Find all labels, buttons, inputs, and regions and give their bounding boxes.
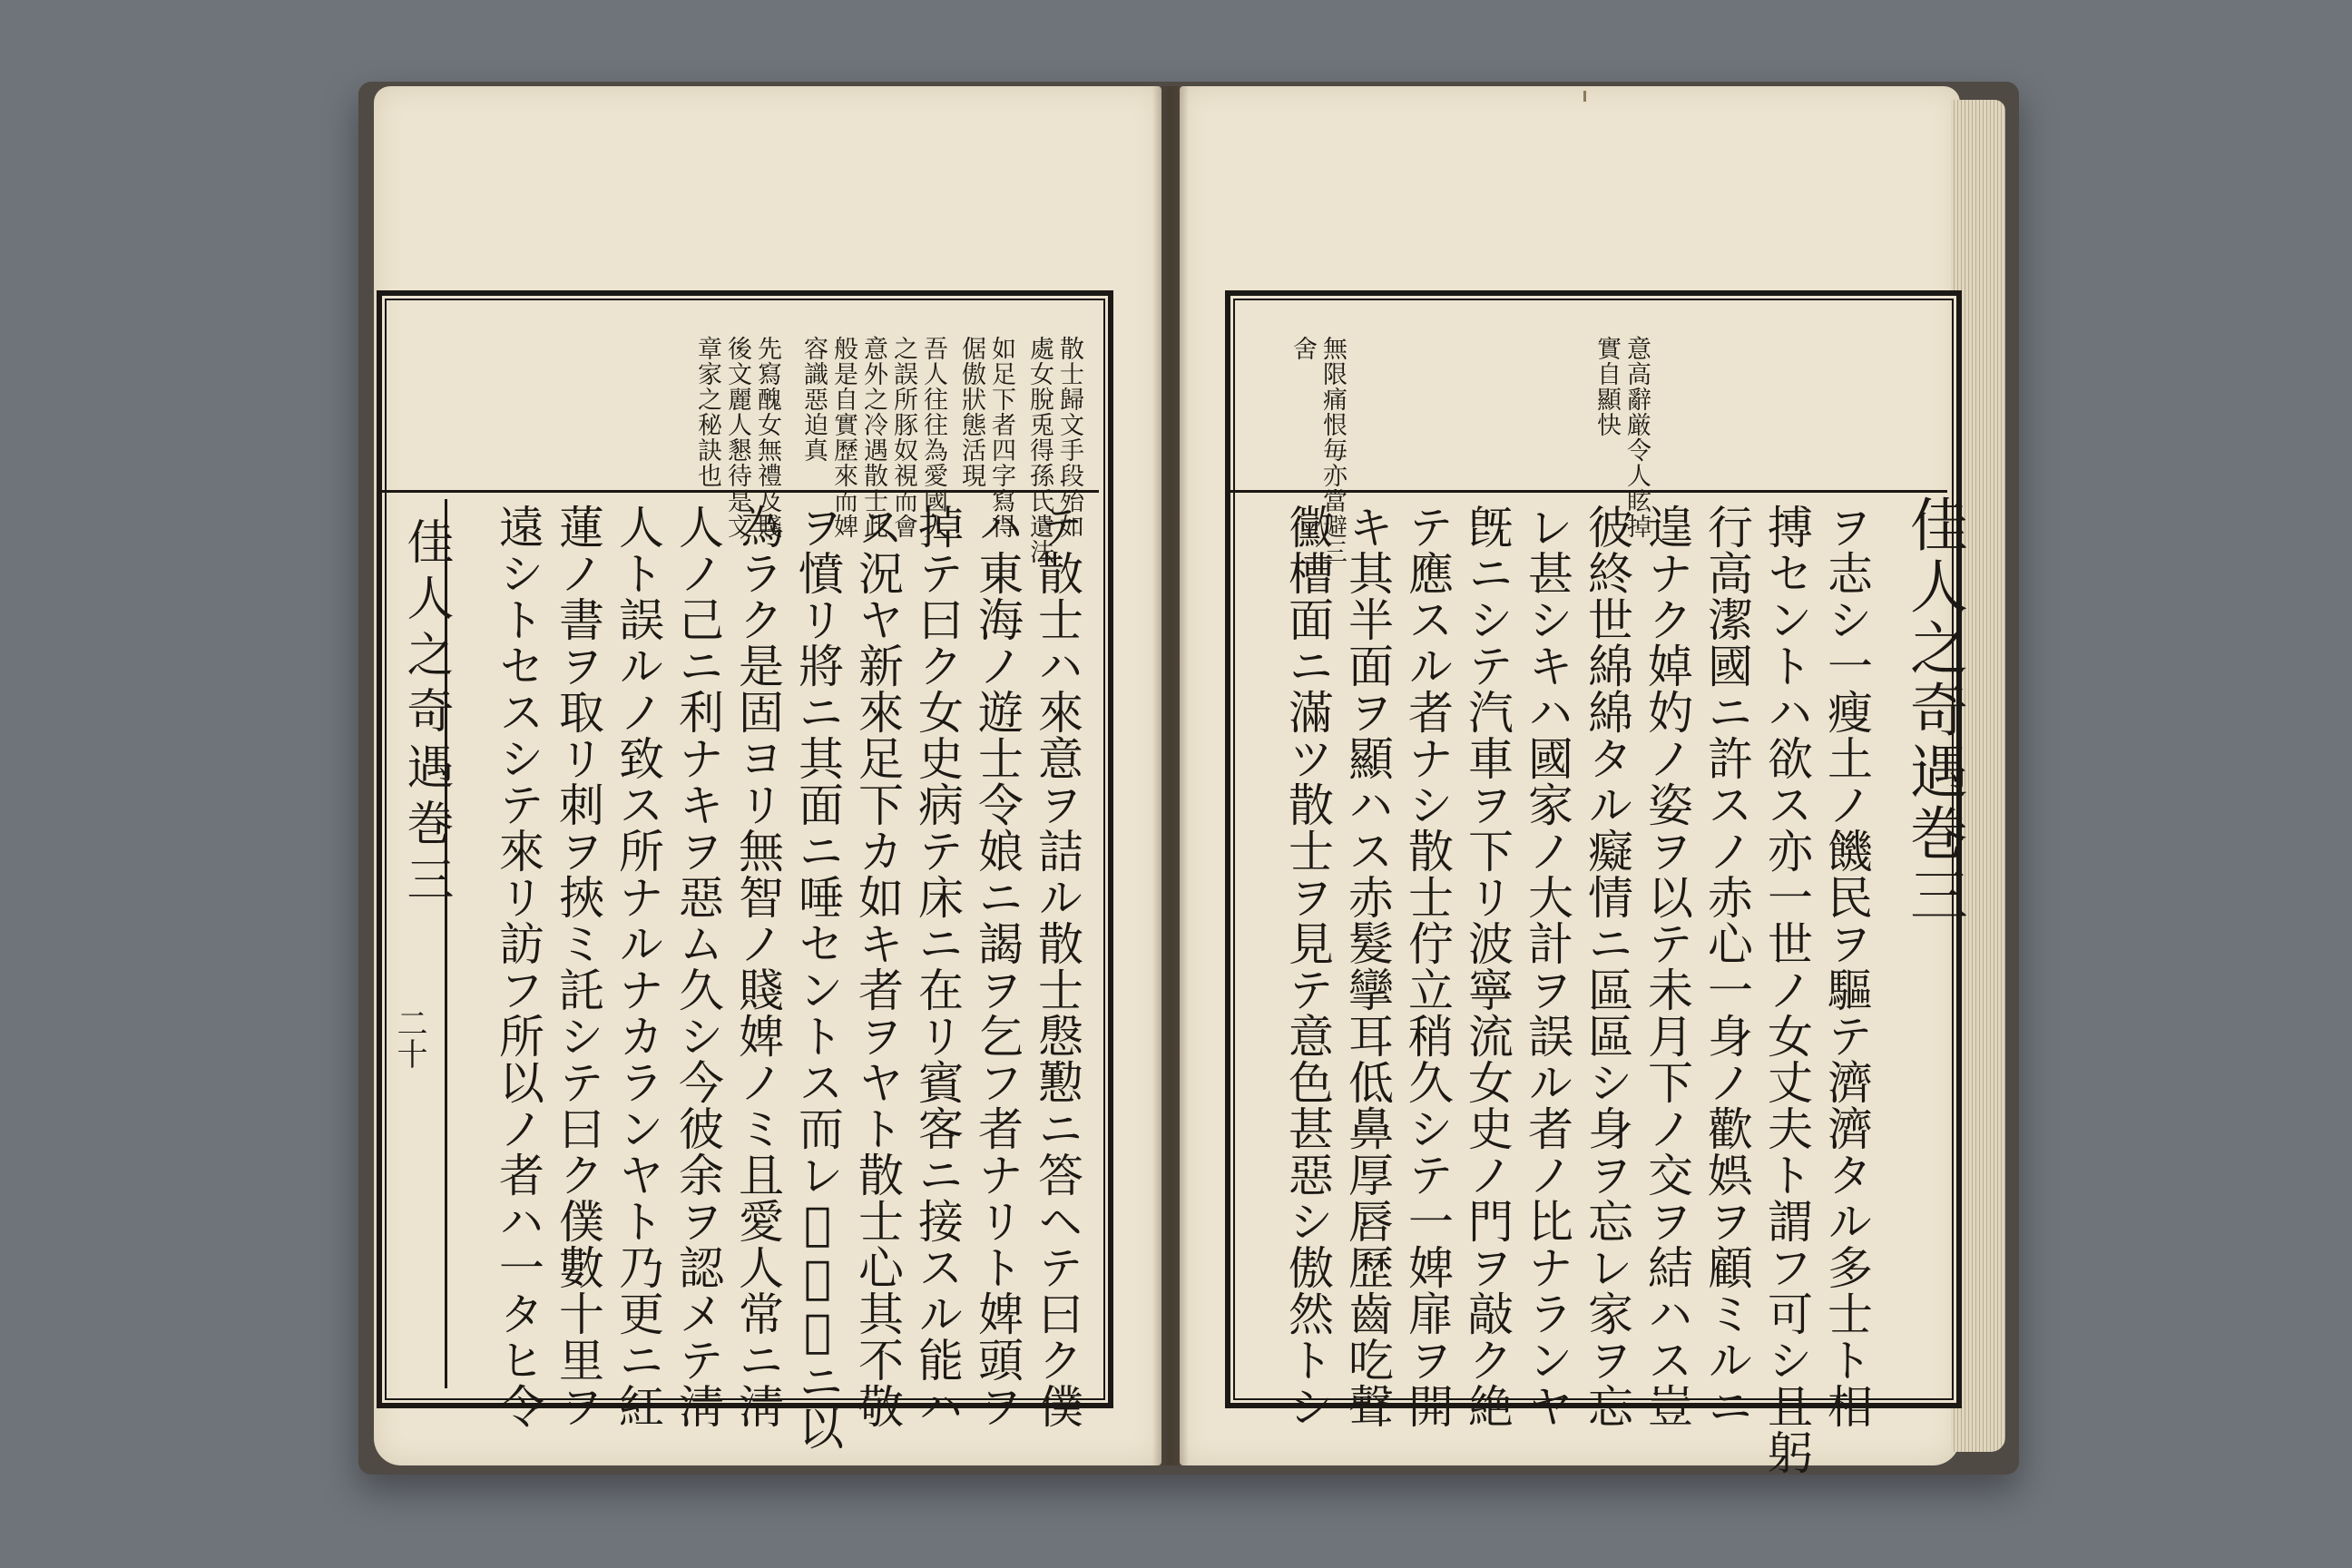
- left-note-10: 先寫醜女無禮及賤: [753, 336, 781, 539]
- book-gutter: [1152, 86, 1189, 1465]
- right-text-column-2: 搏セントハ欲ス亦一世ノ女丈夫ト謂フ可シ且躬: [1760, 504, 1813, 1475]
- left-text-column-3: 掉テ曰ク女史病テ床ニ在リ賓客ニ接スル能ハ: [911, 504, 964, 1429]
- left-note-3: 如足下者四字寫得: [987, 336, 1015, 539]
- left-note-11: 後文麗人懇待是文: [723, 336, 751, 539]
- right-note-4: 舍: [1289, 336, 1317, 361]
- left-note-7: 意外之冷遇散士此: [859, 336, 887, 539]
- right-text-column-8: テ應スル者ナシ散士佇立稍久シテ一婢扉ヲ開: [1401, 504, 1454, 1429]
- left-text-column-5: ヲ憤リ將ニ其面ニ唾セントス而レ𪜈又竊ニ以: [791, 504, 844, 1451]
- right-text-column-4: 遑ナク婥妁ノ姿ヲ以テ未月下ノ交ヲ結ハス豈: [1641, 504, 1693, 1429]
- left-text-column-8: 人ト誤ルノ致ス所ナルナカランヤト乃更ニ紅: [612, 504, 664, 1429]
- left-text-column-2: ハ東海ノ遊士令娘ニ謁ヲ乞フ者ナリト婢頭ヲ: [971, 504, 1024, 1429]
- right-text-column-1: ヲ志シ一瘦土ノ饑民ヲ驅テ濟濟タル多士ト相: [1820, 504, 1873, 1429]
- right-running-title: 佳人之奇遇巻三: [1900, 495, 1967, 926]
- left-note-2: 處女脫兎得孫氏遺法: [1025, 336, 1054, 564]
- right-note-3: 無限痛恨毎亦當避三: [1318, 336, 1347, 564]
- left-text-column-6: 為ラク是固ヨリ無智ノ賤婢ノミ且愛人常ニ淸: [731, 504, 784, 1429]
- left-note-5: 吾人往往為愛國人: [919, 336, 947, 539]
- left-note-4: 倨傲狀態活現: [957, 336, 985, 488]
- right-text-column-6: レ甚シキハ國家ノ大計ヲ誤ル者ノ比ナランヤ: [1521, 504, 1573, 1429]
- right-note-2: 實自顯快: [1592, 336, 1621, 437]
- left-text-column-4: ス況ヤ新來足下カ如キ者ヲヤト散士心其不敬: [851, 504, 904, 1429]
- right-note-1: 意高辭厳令人眩掉: [1622, 336, 1651, 539]
- folio-number: 二十: [391, 1007, 427, 1069]
- right-text-column-7: 旣ニシテ汽車ヲ下リ波寧流女史ノ門ヲ敲ク絶: [1461, 504, 1514, 1429]
- right-text-column-9: キ其半面ヲ顯ハス赤髮攣耳低鼻厚唇歷齒吃聲: [1341, 504, 1394, 1429]
- left-running-title: 佳人之奇遇巻三: [398, 517, 453, 911]
- left-text-column-7: 人ノ己ニ利ナキヲ惡ム久シ今彼余ヲ認メテ淸: [671, 504, 724, 1429]
- right-text-column-3: 行高潔國ニ許スノ赤心一身ノ歡娯ヲ顧ミルニ: [1700, 504, 1753, 1429]
- right-text-column-10: 黴槽面ニ滿ツ散士ヲ見テ意色甚惡シ傲然トシ: [1281, 504, 1334, 1429]
- left-note-8: 般是自實歷來而婢: [829, 336, 858, 539]
- left-note-9: 容識惡迫真: [799, 336, 828, 463]
- page-mark: [1583, 91, 1586, 102]
- left-text-column-9: 蓮ノ書ヲ取リ刺ヲ挾ミ託シテ曰ク僕數十里ヲ: [552, 504, 604, 1429]
- left-text-column-1: テ散士ハ來意ヲ詰ル散士慇懃ニ答ヘテ曰ク僕: [1031, 504, 1083, 1429]
- right-text-column-5: 彼終世綿綿タル癡情ニ區區シ身ヲ忘レ家ヲ忘: [1581, 504, 1633, 1429]
- left-text-column-10: 遠シトセスシテ來リ訪フ所以ノ者ハ一タヒ令: [492, 504, 544, 1429]
- left-note-12: 章家之秘訣也: [693, 336, 721, 488]
- left-note-6: 之誤所豚奴視而會: [889, 336, 917, 539]
- left-note-1: 散士歸文手段殆如: [1055, 336, 1083, 539]
